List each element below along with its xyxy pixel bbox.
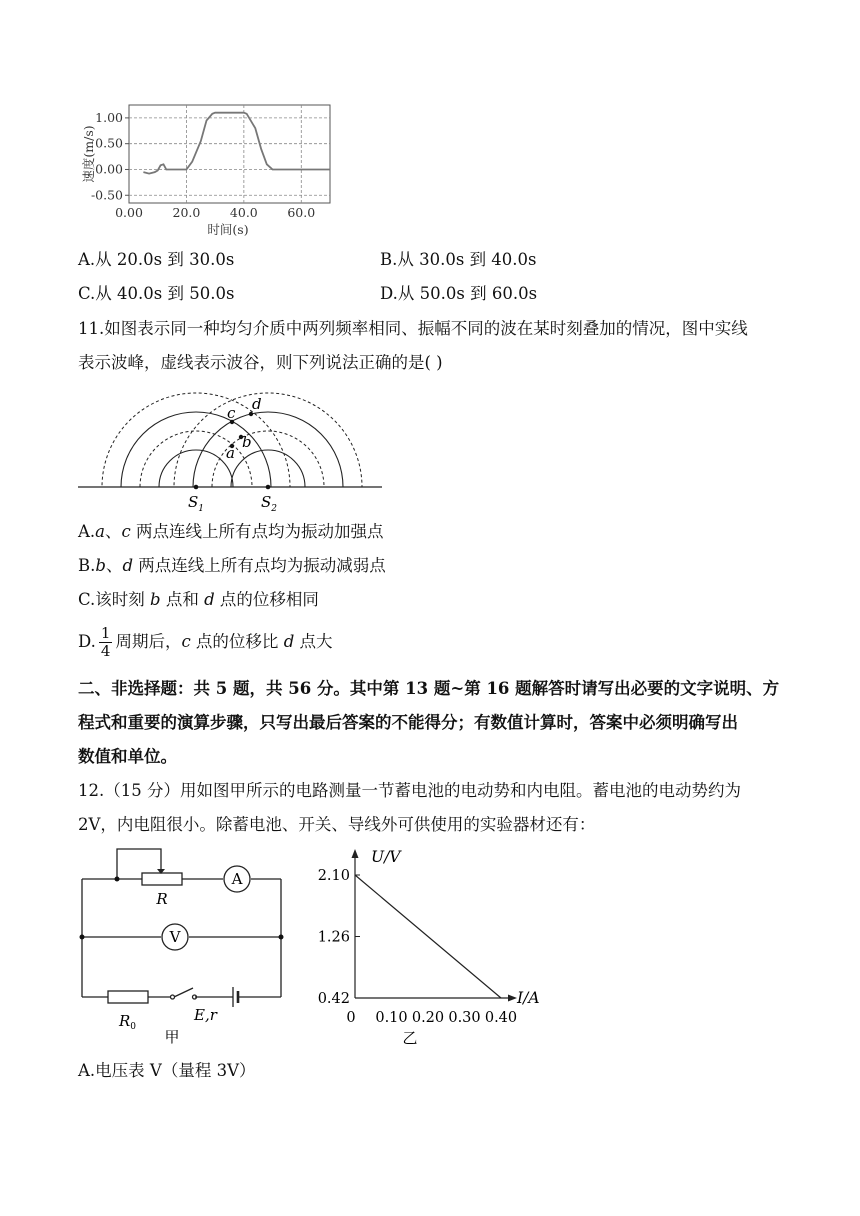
y-tick-label: 1.26 bbox=[318, 929, 350, 946]
label-ammeter: A bbox=[231, 870, 243, 888]
section2-line3: 数值和单位。 bbox=[78, 747, 177, 766]
y-tick-label: 0.42 bbox=[318, 991, 350, 1007]
y-tick-label: 2.10 bbox=[318, 868, 350, 884]
s2-dot bbox=[266, 485, 271, 490]
x-tick-label: 20.0 bbox=[172, 205, 201, 220]
ui-graph bbox=[318, 844, 558, 1050]
caption-yi: 乙 bbox=[402, 1029, 418, 1047]
x-tick-label: 0.30 bbox=[448, 1010, 481, 1026]
plot-frame bbox=[129, 105, 330, 203]
resistor-R0 bbox=[108, 991, 148, 1003]
y-tick-label: 0.00 bbox=[95, 161, 123, 177]
label-E-r: E,r bbox=[194, 1006, 217, 1024]
y-tick-label: -0.50 bbox=[90, 187, 123, 203]
section2-line2: 程式和重要的演算步骤，只写出最后答案的不能得分；有数值计算时，答案中必须明确写出 bbox=[78, 713, 738, 732]
label-d: d bbox=[252, 395, 262, 413]
q10-option-b: B.从 30.0s 到 40.0s bbox=[380, 250, 537, 269]
q10-option-a: A.从 20.0s 到 30.0s bbox=[78, 250, 235, 269]
grid bbox=[125, 105, 330, 203]
section2-line1: 二、非选择题：共 5 题，共 56 分。其中第 13 题~第 16 题解答时请写出必要的文字说明、方 bbox=[78, 679, 780, 698]
wave-interference-figure bbox=[76, 388, 384, 514]
ui-xlabel: I/A bbox=[517, 989, 540, 1007]
switch-contact-left bbox=[171, 995, 175, 999]
caption-jia: 甲 bbox=[164, 1028, 180, 1046]
q12-stem-line1: 12.（15 分）用如图甲所示的电路测量一节蓄电池的电动势和内电阻。蓄电池的电动势约为 bbox=[78, 781, 741, 800]
q11-option-b: B.b、d 两点连线上所有点均为振动减弱点 bbox=[78, 556, 386, 575]
label-c: c bbox=[227, 404, 236, 422]
label-R0: $R_0$ bbox=[119, 1012, 137, 1032]
q11-option-c: C.该时刻 b 点和 d 点的位移相同 bbox=[78, 590, 319, 609]
switch-contact-right bbox=[193, 995, 197, 999]
speed-ylabel: 速度(m/s) bbox=[81, 125, 96, 183]
ui-ylabel: U/V bbox=[371, 848, 401, 866]
s1-dot bbox=[194, 485, 199, 490]
x-tick-label: 0.20 bbox=[411, 1010, 445, 1026]
q10-option-d: D.从 50.0s 到 60.0s bbox=[380, 284, 538, 303]
y-tick-label: 1.00 bbox=[95, 109, 123, 125]
speed-time-chart bbox=[76, 98, 338, 243]
fraction-one-quarter: $\frac{1}{4}$ bbox=[100, 624, 111, 660]
junction-dot bbox=[115, 877, 120, 882]
speed-xlabel: 时间(s) bbox=[207, 222, 249, 237]
x-tick-label: 0.40 bbox=[484, 1010, 518, 1026]
q11-option-d: D. $\frac{1}{4}$ 周期后，c 点的位移比 d 点大 bbox=[78, 624, 333, 660]
label-a: a bbox=[226, 444, 235, 462]
q10-option-c: C.从 40.0s 到 50.0s bbox=[78, 284, 235, 303]
label-s1: $S_1$ bbox=[188, 493, 205, 514]
rheostat-R bbox=[142, 873, 182, 885]
rheostat-slider-wire bbox=[117, 849, 161, 879]
q11-stem-line1: 11.如图表示同一种均匀介质中两列频率相同、振幅不同的波在某时刻叠加的情况，图中实线 bbox=[78, 319, 748, 338]
label-voltmeter: V bbox=[169, 928, 181, 946]
x-tick-label: 0.00 bbox=[115, 205, 143, 220]
axes bbox=[352, 849, 518, 1002]
label-R: R bbox=[156, 890, 168, 908]
q11-option-a: A.a、c 两点连线上所有点均为振动加强点 bbox=[78, 522, 384, 541]
guide-lines bbox=[355, 875, 360, 998]
switch-blade bbox=[174, 988, 193, 997]
x-tick-labels bbox=[346, 1010, 517, 1026]
q11-stem-line2: 表示波峰，虚线表示波谷，则下列说法正确的是( ) bbox=[78, 353, 443, 372]
y-tick-labels bbox=[318, 868, 350, 1007]
x-tick-label: 40.0 bbox=[229, 205, 258, 220]
y-tick-label: 0.50 bbox=[95, 135, 123, 151]
q12-stem-line2: 2V，内电阻很小。除蓄电池、开关、导线外可供使用的实验器材还有： bbox=[78, 815, 596, 834]
x-tick-label: 0.10 bbox=[375, 1010, 408, 1026]
speed-series-line bbox=[143, 113, 330, 174]
x-axis-arrow bbox=[508, 995, 517, 1002]
label-s2: $S_2$ bbox=[261, 493, 278, 514]
y-axis-arrow bbox=[352, 849, 359, 858]
x-tick-label: 0 bbox=[346, 1010, 356, 1026]
circuit-diagram bbox=[70, 842, 295, 1050]
label-b: b bbox=[242, 433, 252, 451]
x-tick-labels bbox=[115, 205, 315, 220]
x-tick-label: 60.0 bbox=[287, 205, 316, 220]
q12-item-a: A.电压表 V（量程 3V） bbox=[78, 1061, 256, 1080]
junction-dot bbox=[279, 935, 284, 940]
ui-series-line bbox=[355, 875, 501, 998]
junction-dot bbox=[80, 935, 85, 940]
